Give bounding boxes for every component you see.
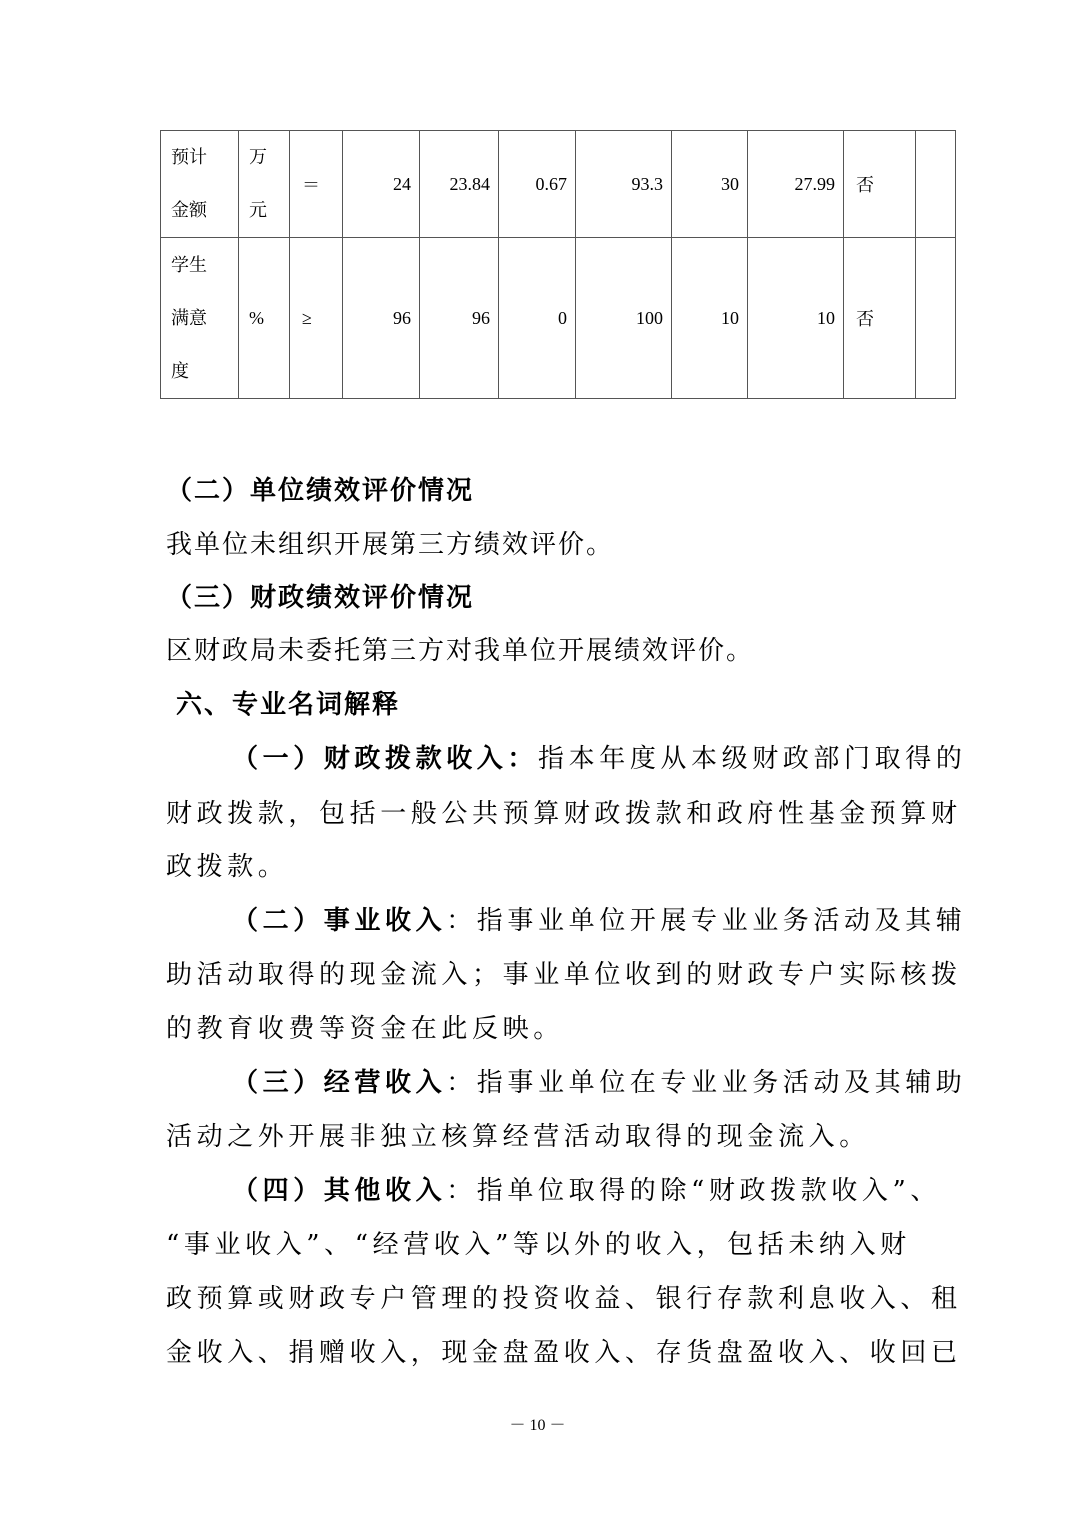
value-cell: 23.84 <box>420 131 499 238</box>
note-cell <box>916 238 956 399</box>
paragraph-line: 活动之外开展非独立核算经营活动取得的现金流入。 <box>166 1122 870 1152</box>
value-cell: 10 <box>672 238 748 399</box>
term-label: （一）财政拨款收入 <box>232 744 508 774</box>
section-heading-terms: 六、专业名词解释 <box>176 690 401 720</box>
operator-cell: ≥ <box>290 238 343 399</box>
term-operating-income: （三）经营收入：指事业单位在专业业务活动及其辅助 <box>232 1068 967 1098</box>
term-label: （四）其他收入 <box>232 1176 447 1206</box>
value-cell: 27.99 <box>748 131 844 238</box>
paragraph-line: 政拨款。 <box>166 852 289 882</box>
value-cell: 30 <box>672 131 748 238</box>
page-number: － 10 － <box>509 1417 566 1434</box>
table-row <box>161 131 956 238</box>
paragraph-unit-evaluation: 我单位未组织开展第三方绩效评价。 <box>166 530 615 560</box>
indicator-name-cell: 预计 金额 <box>161 131 239 238</box>
paragraph-line: 的教育收费等资金在此反映。 <box>166 1014 564 1044</box>
term-label: （三）经营收入 <box>232 1068 447 1098</box>
value-cell: 96 <box>420 238 499 399</box>
unit-cell: % <box>239 238 290 399</box>
note-cell <box>916 131 956 238</box>
term-other-income: （四）其他收入：指单位取得的除“财政拨款收入”、 <box>232 1176 941 1206</box>
paragraph-finance-evaluation: 区财政局未委托第三方对我单位开展绩效评价。 <box>166 636 755 666</box>
value-cell: 100 <box>576 238 672 399</box>
value-cell: 0.67 <box>499 131 576 238</box>
section-heading-finance-evaluation: （三）财政绩效评价情况 <box>166 583 475 613</box>
paragraph-line: 助活动取得的现金流入；事业单位收到的财政专户实际核拨 <box>166 960 962 990</box>
paragraph-line: 政预算或财政专户管理的投资收益、银行存款利息收入、租 <box>166 1284 962 1314</box>
value-cell: 24 <box>343 131 420 238</box>
value-cell: 0 <box>499 238 576 399</box>
value-cell: 93.3 <box>576 131 672 238</box>
paragraph-line: “事业收入”、“经营收入”等以外的收入，包括未纳入财 <box>166 1230 911 1260</box>
term-fiscal-appropriation: （一）财政拨款收入：指本年度从本级财政部门取得的 <box>232 744 967 774</box>
unit-cell: 万 元 <box>239 131 290 238</box>
term-label: （二）事业收入 <box>232 906 447 936</box>
indicator-name-cell: 学生 满意 度 <box>161 238 239 399</box>
value-cell: 96 <box>343 238 420 399</box>
operator-cell: ＝ <box>290 131 343 238</box>
section-heading-unit-evaluation: （二）单位绩效评价情况 <box>166 476 475 506</box>
performance-indicator-table <box>160 130 956 399</box>
table-row <box>161 238 956 399</box>
paragraph-line: 金收入、捐赠收入，现金盘盈收入、存货盘盈收入、收回已 <box>166 1338 962 1368</box>
term-business-income: （二）事业收入：指事业单位开展专业业务活动及其辅 <box>232 906 967 936</box>
flag-cell: 否 <box>844 131 916 238</box>
flag-cell: 否 <box>844 238 916 399</box>
value-cell: 10 <box>748 238 844 399</box>
paragraph-line: 财政拨款，包括一般公共预算财政拨款和政府性基金预算财 <box>166 799 962 829</box>
